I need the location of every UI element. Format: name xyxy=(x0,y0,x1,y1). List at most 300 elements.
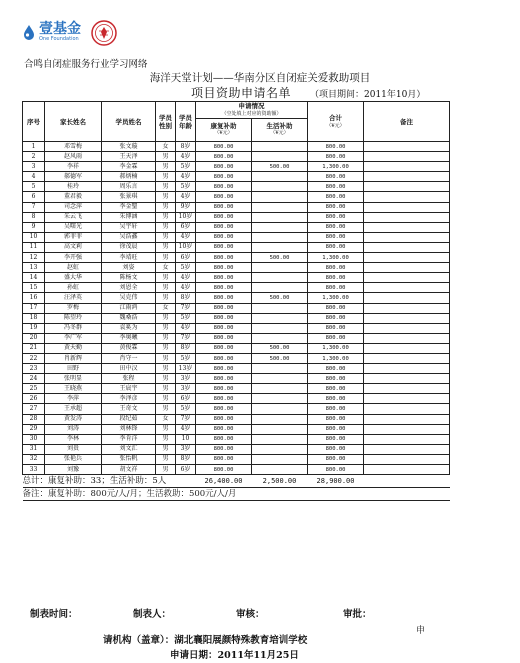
cell-living xyxy=(252,384,308,394)
cell-student: 黄俊霖 xyxy=(102,343,156,353)
cell-age: 10岁 xyxy=(176,242,196,252)
cell-remark xyxy=(364,273,450,283)
header-application-label: 申请情况 xyxy=(238,102,265,110)
cell-parent: 高文莉 xyxy=(45,242,102,252)
cell-rehab: 800.00 xyxy=(196,182,252,192)
cell-living xyxy=(252,273,308,283)
cell-age: 8岁 xyxy=(176,142,196,152)
cell-student: 田中汉 xyxy=(102,364,156,374)
cell-total: 1,300.00 xyxy=(308,343,364,353)
cell-remark xyxy=(364,222,450,232)
cell-student: 胡文祥 xyxy=(102,465,156,475)
cell-parent: 肖新辉 xyxy=(45,353,102,363)
cell-age: 4岁 xyxy=(176,273,196,283)
cell-gender: 男 xyxy=(156,232,176,242)
cell-total: 800.00 xyxy=(308,212,364,222)
cell-student: 江雨鸿 xyxy=(102,303,156,313)
table-row xyxy=(23,364,450,374)
cell-student: 肖守一 xyxy=(102,353,156,363)
cell-rehab: 800.00 xyxy=(196,293,252,303)
cell-student: 刘文汇 xyxy=(102,444,156,454)
cell-living: 500.00 xyxy=(252,253,308,263)
cell-seq: 17 xyxy=(23,303,45,313)
cell-remark xyxy=(364,465,450,475)
cell-remark xyxy=(364,283,450,293)
cell-gender: 男 xyxy=(156,293,176,303)
cell-rehab: 800.00 xyxy=(196,374,252,384)
cell-parent: 张艳兵 xyxy=(45,454,102,464)
cell-parent: 王承超 xyxy=(45,404,102,414)
cell-age: 3岁 xyxy=(176,384,196,394)
cell-remark xyxy=(364,454,450,464)
cell-living xyxy=(252,242,308,252)
cell-living: 500.00 xyxy=(252,162,308,172)
cell-gender: 男 xyxy=(156,353,176,363)
cell-total: 800.00 xyxy=(308,172,364,182)
cell-seq: 14 xyxy=(23,273,45,283)
cell-age: 6岁 xyxy=(176,394,196,404)
cell-age: 4岁 xyxy=(176,283,196,293)
cell-parent: 朱云飞 xyxy=(45,212,102,222)
cell-rehab: 800.00 xyxy=(196,192,252,202)
cell-gender: 女 xyxy=(156,303,176,313)
project-period: （项目期间：2011年10月） xyxy=(310,90,426,100)
cell-gender: 男 xyxy=(156,424,176,434)
table-row xyxy=(23,172,450,182)
cell-student: 张景琪 xyxy=(102,192,156,202)
cell-remark xyxy=(364,323,450,333)
cell-remark xyxy=(364,212,450,222)
cell-remark xyxy=(364,353,450,363)
table-row xyxy=(23,242,450,252)
cell-remark xyxy=(364,404,450,414)
cell-parent: 司念萍 xyxy=(45,202,102,212)
cell-total: 800.00 xyxy=(308,384,364,394)
table-row xyxy=(23,454,450,464)
cell-student: 李肯洋 xyxy=(102,434,156,444)
cell-rehab: 800.00 xyxy=(196,434,252,444)
cell-age: 7岁 xyxy=(176,303,196,313)
cell-gender: 男 xyxy=(156,283,176,293)
cell-gender: 男 xyxy=(156,172,176,182)
cell-rehab: 800.00 xyxy=(196,142,252,152)
cell-gender: 男 xyxy=(156,313,176,323)
cell-remark xyxy=(364,364,450,374)
cell-total: 800.00 xyxy=(308,202,364,212)
cell-seq: 1 xyxy=(23,142,45,152)
cell-student: 李金霖 xyxy=(102,162,156,172)
cell-remark xyxy=(364,333,450,343)
cell-remark xyxy=(364,182,450,192)
header-living-unit: （¥元） xyxy=(270,130,289,136)
cell-seq: 20 xyxy=(23,333,45,343)
cell-student: 吴宇轩 xyxy=(102,222,156,232)
cell-age: 4岁 xyxy=(176,192,196,202)
cell-gender: 男 xyxy=(156,333,176,343)
logo-area xyxy=(22,22,117,50)
approver-label: 审批： xyxy=(343,609,372,620)
table-row xyxy=(23,414,450,424)
cell-total: 800.00 xyxy=(308,273,364,283)
cell-total: 800.00 xyxy=(308,454,364,464)
cell-gender: 女 xyxy=(156,142,176,152)
cell-age: 5岁 xyxy=(176,182,196,192)
cell-living xyxy=(252,182,308,192)
cell-seq: 27 xyxy=(23,404,45,414)
cell-parent: 黄天勤 xyxy=(45,343,102,353)
cell-living xyxy=(252,434,308,444)
cell-total: 800.00 xyxy=(308,434,364,444)
cell-gender: 男 xyxy=(156,444,176,454)
cell-student: 李金聖 xyxy=(102,202,156,212)
header-total-unit: （¥元） xyxy=(326,122,345,129)
cell-living xyxy=(252,192,308,202)
table-row xyxy=(23,142,450,152)
cell-rehab: 800.00 xyxy=(196,253,252,263)
cell-student: 朱博涵 xyxy=(102,212,156,222)
header-age-label: 学员年龄 xyxy=(179,113,192,130)
cell-student: 魏桑浩 xyxy=(102,313,156,323)
cell-living xyxy=(252,212,308,222)
cell-age: 9岁 xyxy=(176,202,196,212)
cell-gender: 男 xyxy=(156,202,176,212)
cell-parent: 董君毅 xyxy=(45,192,102,202)
cell-living xyxy=(252,404,308,414)
cell-student: 陈杨文 xyxy=(102,273,156,283)
cell-gender: 男 xyxy=(156,162,176,172)
cell-student: 吴克伟 xyxy=(102,293,156,303)
cell-remark xyxy=(364,192,450,202)
header-rehab xyxy=(196,119,252,142)
table-row xyxy=(23,283,450,293)
cell-total: 800.00 xyxy=(308,222,364,232)
cell-age: 5岁 xyxy=(176,313,196,323)
cell-student: 周乐言 xyxy=(102,182,156,192)
table-row xyxy=(23,263,450,273)
totals-living: 2,500.00 xyxy=(252,475,308,488)
cell-total: 800.00 xyxy=(308,364,364,374)
cell-student: 袁奚为 xyxy=(102,323,156,333)
prepared-time-label: 制表时间： xyxy=(30,609,78,620)
drop-icon xyxy=(22,24,36,40)
cell-seq: 31 xyxy=(23,444,45,454)
cell-student: 段纪茹 xyxy=(102,414,156,424)
cell-rehab: 800.00 xyxy=(196,242,252,252)
cell-total: 800.00 xyxy=(308,465,364,475)
table-row xyxy=(23,313,450,323)
cell-age: 3岁 xyxy=(176,444,196,454)
apply-date: 申请日期：2011年11月25日 xyxy=(170,650,299,661)
cell-rehab: 800.00 xyxy=(196,424,252,434)
cell-parent: 赵风雨 xyxy=(45,152,102,162)
table-row xyxy=(23,444,450,454)
table-row xyxy=(23,222,450,232)
cell-gender: 男 xyxy=(156,212,176,222)
cell-rehab: 800.00 xyxy=(196,454,252,464)
cell-seq: 7 xyxy=(23,202,45,212)
cell-rehab: 800.00 xyxy=(196,162,252,172)
cell-age: 4岁 xyxy=(176,424,196,434)
reviewer-label: 审核： xyxy=(236,609,265,620)
cell-total: 800.00 xyxy=(308,333,364,343)
cell-remark xyxy=(364,414,450,424)
cell-parent: 李开强 xyxy=(45,253,102,263)
cell-gender: 男 xyxy=(156,434,176,444)
table-row xyxy=(23,232,450,242)
cell-rehab: 800.00 xyxy=(196,333,252,343)
cell-living xyxy=(252,172,308,182)
cell-rehab: 800.00 xyxy=(196,172,252,182)
cell-parent: 邓雪梅 xyxy=(45,142,102,152)
cell-student: 张怡帆 xyxy=(102,454,156,464)
cell-remark xyxy=(364,374,450,384)
cell-parent: 孙虹 xyxy=(45,283,102,293)
cell-living xyxy=(252,232,308,242)
cell-total: 800.00 xyxy=(308,323,364,333)
cell-remark xyxy=(364,394,450,404)
cell-rehab: 800.00 xyxy=(196,232,252,242)
header-age xyxy=(176,102,196,142)
note-row xyxy=(23,488,450,501)
header-rehab-label: 康复补助 xyxy=(210,122,237,130)
cell-total: 1,300.00 xyxy=(308,293,364,303)
cell-remark xyxy=(364,293,450,303)
one-foundation-logo xyxy=(22,22,81,42)
table-row xyxy=(23,253,450,263)
cell-seq: 19 xyxy=(23,323,45,333)
cell-student: 吴浩鑫 xyxy=(102,232,156,242)
cell-remark xyxy=(364,384,450,394)
cell-gender: 男 xyxy=(156,192,176,202)
cell-seq: 12 xyxy=(23,253,45,263)
cell-parent: 冯冬群 xyxy=(45,323,102,333)
cell-age: 4岁 xyxy=(176,232,196,242)
cell-total: 800.00 xyxy=(308,142,364,152)
cell-parent: 李广军 xyxy=(45,333,102,343)
cell-total: 800.00 xyxy=(308,424,364,434)
table-row xyxy=(23,353,450,363)
table-row xyxy=(23,333,450,343)
cell-seq: 18 xyxy=(23,313,45,323)
totals-label: 总计：康复补助：33；生活补助：5人 xyxy=(23,475,196,488)
cell-gender: 女 xyxy=(156,414,176,424)
cell-age: 5岁 xyxy=(176,353,196,363)
cell-total: 800.00 xyxy=(308,414,364,424)
cell-age: 13岁 xyxy=(176,364,196,374)
cell-remark xyxy=(364,424,450,434)
cell-seq: 15 xyxy=(23,283,45,293)
table-row xyxy=(23,434,450,444)
header-gender xyxy=(156,102,176,142)
cell-seq: 28 xyxy=(23,414,45,424)
cell-remark xyxy=(364,142,450,152)
cell-age: 8岁 xyxy=(176,293,196,303)
cell-gender: 男 xyxy=(156,465,176,475)
applicant-org: 请机构（盖章）：湖北襄阳展颜特殊教育培训学校 xyxy=(103,635,308,646)
cell-age: 5岁 xyxy=(176,404,196,414)
document-subtitle: 项目资助申请名单 xyxy=(191,86,292,100)
table-row xyxy=(23,404,450,414)
cell-seq: 23 xyxy=(23,364,45,374)
cell-student: 刘林锋 xyxy=(102,424,156,434)
table-row xyxy=(23,152,450,162)
cell-total: 800.00 xyxy=(308,152,364,162)
table-row xyxy=(23,465,450,475)
cell-parent: 刘贵 xyxy=(45,444,102,454)
cell-remark xyxy=(364,313,450,323)
cell-rehab: 800.00 xyxy=(196,394,252,404)
cell-living xyxy=(252,424,308,434)
cell-seq: 9 xyxy=(23,222,45,232)
cell-seq: 2 xyxy=(23,152,45,162)
cell-parent: 王晓燕 xyxy=(45,384,102,394)
cell-remark xyxy=(364,434,450,444)
header-application-note: （空处填上对应的资助额） xyxy=(221,111,282,117)
cell-parent: 刘豫 xyxy=(45,465,102,475)
totals-remark xyxy=(364,475,450,488)
cell-total: 1,300.00 xyxy=(308,353,364,363)
cell-gender: 男 xyxy=(156,242,176,252)
table-row xyxy=(23,273,450,283)
cell-age: 6岁 xyxy=(176,253,196,263)
cell-parent: 郭菲菲 xyxy=(45,232,102,242)
cell-living xyxy=(252,142,308,152)
cell-age: 6岁 xyxy=(176,465,196,475)
cell-total: 800.00 xyxy=(308,303,364,313)
cell-age: 10岁 xyxy=(176,212,196,222)
cell-gender: 男 xyxy=(156,343,176,353)
cell-total: 1,300.00 xyxy=(308,253,364,263)
cell-remark xyxy=(364,202,450,212)
cell-living: 500.00 xyxy=(252,343,308,353)
cell-rehab: 800.00 xyxy=(196,303,252,313)
cell-parent: 罗梅 xyxy=(45,303,102,313)
cell-living xyxy=(252,333,308,343)
cell-seq: 30 xyxy=(23,434,45,444)
cell-total: 800.00 xyxy=(308,192,364,202)
cell-parent: 吴曙光 xyxy=(45,222,102,232)
cell-living xyxy=(252,222,308,232)
cell-parent: 汪泽英 xyxy=(45,293,102,303)
cell-age: 4岁 xyxy=(176,323,196,333)
cell-parent: 陈望玲 xyxy=(45,313,102,323)
cell-remark xyxy=(364,444,450,454)
cell-student: 李泽彦 xyxy=(102,394,156,404)
cell-student: 刘恩全 xyxy=(102,283,156,293)
cell-total: 800.00 xyxy=(308,394,364,404)
cell-student: 李靖旺 xyxy=(102,253,156,263)
cell-age: 5岁 xyxy=(176,162,196,172)
header-parent: 家长姓名 xyxy=(45,102,102,142)
cell-student: 王天泽 xyxy=(102,152,156,162)
cell-age: 6岁 xyxy=(176,222,196,232)
cell-living xyxy=(252,414,308,424)
cell-gender: 男 xyxy=(156,273,176,283)
cell-seq: 32 xyxy=(23,454,45,464)
cell-rehab: 800.00 xyxy=(196,384,252,394)
cell-seq: 8 xyxy=(23,212,45,222)
cell-age: 10 xyxy=(176,434,196,444)
cell-parent: 郝德军 xyxy=(45,172,102,182)
cell-gender: 女 xyxy=(156,263,176,273)
header-remark: 备注 xyxy=(364,102,450,142)
cell-remark xyxy=(364,232,450,242)
cell-seq: 3 xyxy=(23,162,45,172)
cell-gender: 男 xyxy=(156,364,176,374)
cell-total: 800.00 xyxy=(308,263,364,273)
cell-parent: 刘涛 xyxy=(45,424,102,434)
table-row xyxy=(23,384,450,394)
cell-student: 王奇文 xyxy=(102,404,156,414)
cell-living xyxy=(252,465,308,475)
note-text: 备注：康复补助：800元/人/月；生活救助：500元/人/月 xyxy=(23,488,450,501)
table-row xyxy=(23,192,450,202)
cell-living xyxy=(252,323,308,333)
cell-seq: 4 xyxy=(23,172,45,182)
cell-seq: 11 xyxy=(23,242,45,252)
preparer-label: 制表人： xyxy=(133,609,172,620)
cell-rehab: 800.00 xyxy=(196,212,252,222)
table-row xyxy=(23,212,450,222)
cell-seq: 6 xyxy=(23,192,45,202)
cell-parent: 张明显 xyxy=(45,374,102,384)
cell-parent: 李林 xyxy=(45,434,102,444)
cell-gender: 男 xyxy=(156,323,176,333)
cell-living: 500.00 xyxy=(252,353,308,363)
cell-rehab: 800.00 xyxy=(196,353,252,363)
cell-seq: 33 xyxy=(23,465,45,475)
totals-rehab: 26,400.00 xyxy=(196,475,252,488)
cell-total: 1,300.00 xyxy=(308,162,364,172)
cell-student: 张文璇 xyxy=(102,142,156,152)
logo-name-en: One Foundation xyxy=(39,36,79,42)
side-char: 申 xyxy=(416,626,426,636)
cell-seq: 21 xyxy=(23,343,45,353)
cell-gender: 男 xyxy=(156,152,176,162)
cell-gender: 男 xyxy=(156,253,176,263)
cell-rehab: 800.00 xyxy=(196,343,252,353)
cell-gender: 男 xyxy=(156,384,176,394)
totals-row xyxy=(23,475,450,488)
cell-rehab: 800.00 xyxy=(196,323,252,333)
cell-living xyxy=(252,202,308,212)
cell-gender: 男 xyxy=(156,182,176,192)
cell-age: 7岁 xyxy=(176,414,196,424)
totals-total: 28,900.00 xyxy=(308,475,364,488)
cell-gender: 男 xyxy=(156,454,176,464)
cell-living: 500.00 xyxy=(252,293,308,303)
cell-rehab: 800.00 xyxy=(196,283,252,293)
cell-living xyxy=(252,394,308,404)
cell-seq: 16 xyxy=(23,293,45,303)
cell-gender: 男 xyxy=(156,404,176,414)
cell-total: 800.00 xyxy=(308,404,364,414)
table-row xyxy=(23,424,450,434)
table-body xyxy=(23,142,450,475)
header-seq: 序号 xyxy=(23,102,45,142)
cell-seq: 24 xyxy=(23,374,45,384)
cell-seq: 10 xyxy=(23,232,45,242)
table-row xyxy=(23,303,450,313)
cell-parent: 李祥 xyxy=(45,162,102,172)
header-total-label: 合计 xyxy=(329,113,343,122)
cell-rehab: 800.00 xyxy=(196,465,252,475)
cell-gender: 男 xyxy=(156,394,176,404)
table-row xyxy=(23,323,450,333)
table-row xyxy=(23,394,450,404)
cell-total: 800.00 xyxy=(308,242,364,252)
cell-living xyxy=(252,283,308,293)
